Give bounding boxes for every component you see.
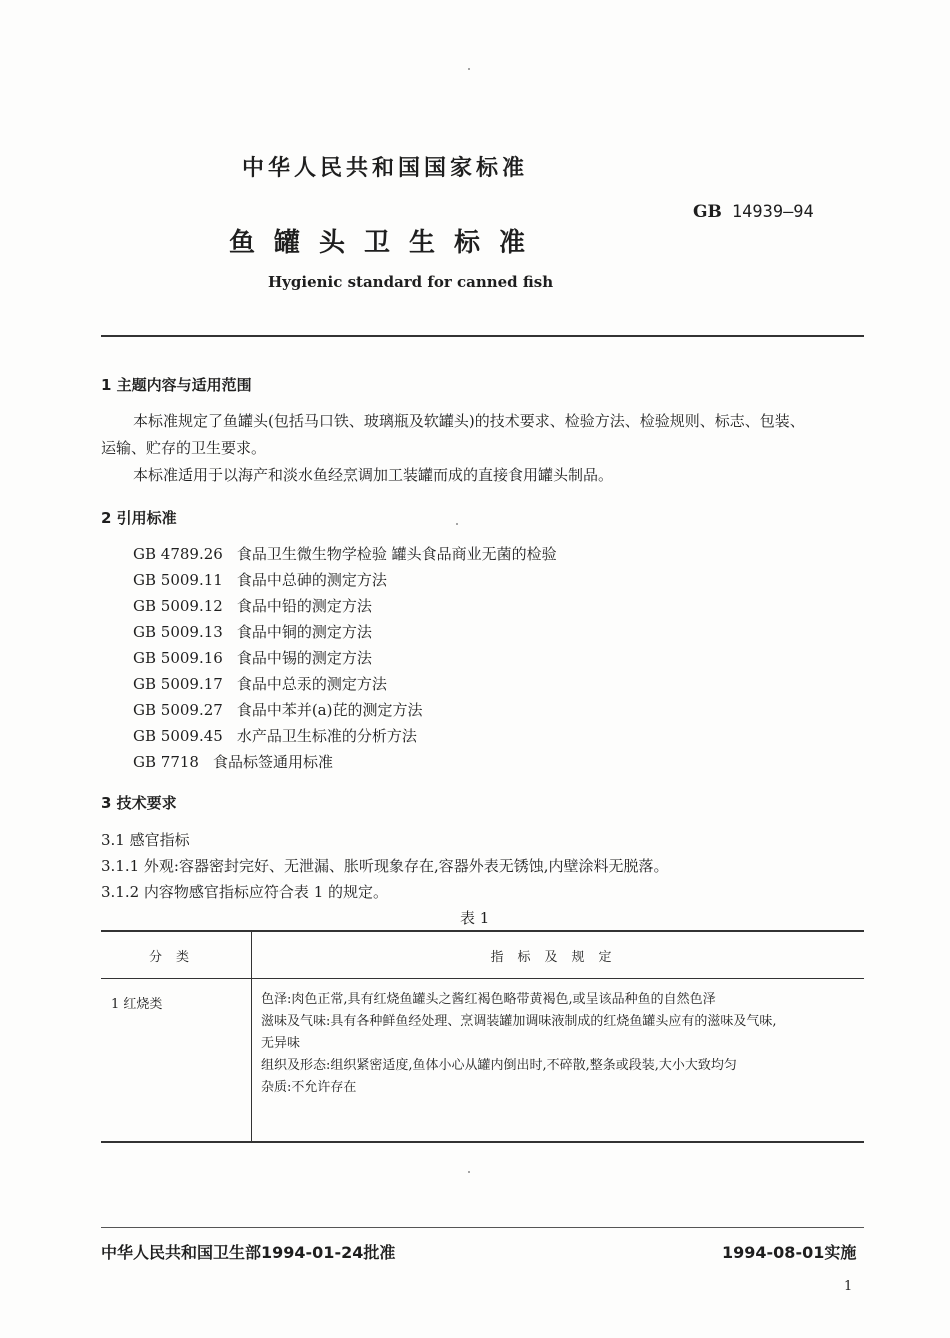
approval-statement: 中华人民共和国卫生部1994-01-24批准 [101, 1243, 396, 1262]
reference-code: GB 5009.45 [133, 727, 223, 745]
reference-title: 食品卫生微生物学检验 罐头食品商业无菌的检验 [236, 545, 557, 563]
scan-speck [468, 1171, 470, 1173]
reference-code: GB 5009.27 [133, 701, 223, 719]
reference-item [133, 673, 387, 694]
reference-item [133, 543, 557, 564]
section-3-1: 3.1 感官指标 [101, 831, 190, 849]
table-row [101, 979, 864, 1142]
table-header-criteria: 指标及规定 [490, 949, 626, 965]
criteria-line: 滋味及气味:具有各种鲜鱼经处理、烹调装罐加调味液制成的红烧鱼罐头应有的滋味及气味, [261, 1014, 777, 1029]
criteria-line: 色泽:肉色正常,具有红烧鱼罐头之酱红褐色略带黄褐色,或呈该品种鱼的自然色泽 [261, 992, 716, 1007]
reference-title: 食品中总汞的测定方法 [236, 675, 387, 693]
gb-prefix: GB [693, 202, 722, 222]
table-cell-criteria [252, 979, 865, 1142]
reference-item [133, 751, 333, 772]
reference-code: GB 5009.17 [133, 675, 223, 693]
reference-item [133, 725, 417, 746]
table-header-row [101, 931, 864, 979]
section-1-paragraph-1-line-1: 本标准规定了鱼罐头(包括马口铁、玻璃瓶及软罐头)的技术要求、检验方法、检验规则、标志、包装、 [133, 412, 805, 430]
table-caption: 表 1 [460, 909, 490, 927]
header-divider [101, 335, 864, 337]
criteria-line: 杂质:不允许存在 [261, 1080, 357, 1095]
reference-item [133, 621, 372, 642]
table-cell-category: 1 红烧类 [101, 979, 252, 1142]
national-standard-label: 中华人民共和国国家标准 [242, 155, 529, 181]
footer-divider [101, 1227, 864, 1228]
criteria-line: 组织及形态:组织紧密适度,鱼体小心从罐内倒出时,不碎散,整条或段装,大小大致均匀 [261, 1058, 737, 1073]
section-1-paragraph-1-line-2: 运输、贮存的卫生要求。 [101, 439, 267, 457]
gb-number: 14939—94 [731, 202, 814, 222]
scan-speck [468, 68, 470, 70]
criteria-line: 无异味 [261, 1036, 301, 1051]
reference-title: 食品中锡的测定方法 [236, 649, 372, 667]
reference-code: GB 5009.16 [133, 649, 223, 667]
page-number: 1 [844, 1279, 853, 1294]
section-1-heading: 1 主题内容与适用范围 [101, 376, 252, 394]
reference-title: 食品标签通用标准 [212, 753, 333, 771]
english-title: Hygienic standard for canned fish [268, 273, 554, 291]
reference-title: 食品中铜的测定方法 [236, 623, 372, 641]
reference-code: GB 5009.11 [133, 571, 223, 589]
reference-code: GB 5009.12 [133, 597, 223, 615]
table-1 [101, 930, 864, 1143]
reference-title: 水产品卫生标准的分析方法 [236, 727, 417, 745]
reference-title: 食品中铅的测定方法 [236, 597, 372, 615]
reference-item [133, 569, 387, 590]
reference-title: 食品中苯并(a)芘的测定方法 [236, 701, 423, 719]
section-3-1-2: 3.1.2 内容物感官指标应符合表 1 的规定。 [101, 883, 389, 901]
reference-code: GB 5009.13 [133, 623, 223, 641]
standard-number [693, 202, 814, 222]
reference-item [133, 595, 372, 616]
reference-code: GB 4789.26 [133, 545, 223, 563]
implementation-date: 1994-08-01实施 [722, 1243, 857, 1262]
table-header-category: 分类 [101, 931, 252, 979]
document-title: 鱼罐头卫生标准 [229, 228, 545, 258]
reference-item [133, 647, 372, 668]
reference-code: GB 7718 [133, 753, 199, 771]
section-3-1-1: 3.1.1 外观:容器密封完好、无泄漏、胀听现象存在,容器外表无锈蚀,内壁涂料无脱落。 [101, 857, 669, 875]
section-2-heading: 2 引用标准 [101, 509, 177, 527]
reference-title: 食品中总砷的测定方法 [236, 571, 387, 589]
reference-item [133, 699, 422, 720]
section-3-heading: 3 技术要求 [101, 794, 177, 812]
scan-speck [456, 523, 458, 525]
section-1-paragraph-2: 本标准适用于以海产和淡水鱼经烹调加工装罐而成的直接食用罐头制品。 [133, 466, 614, 484]
